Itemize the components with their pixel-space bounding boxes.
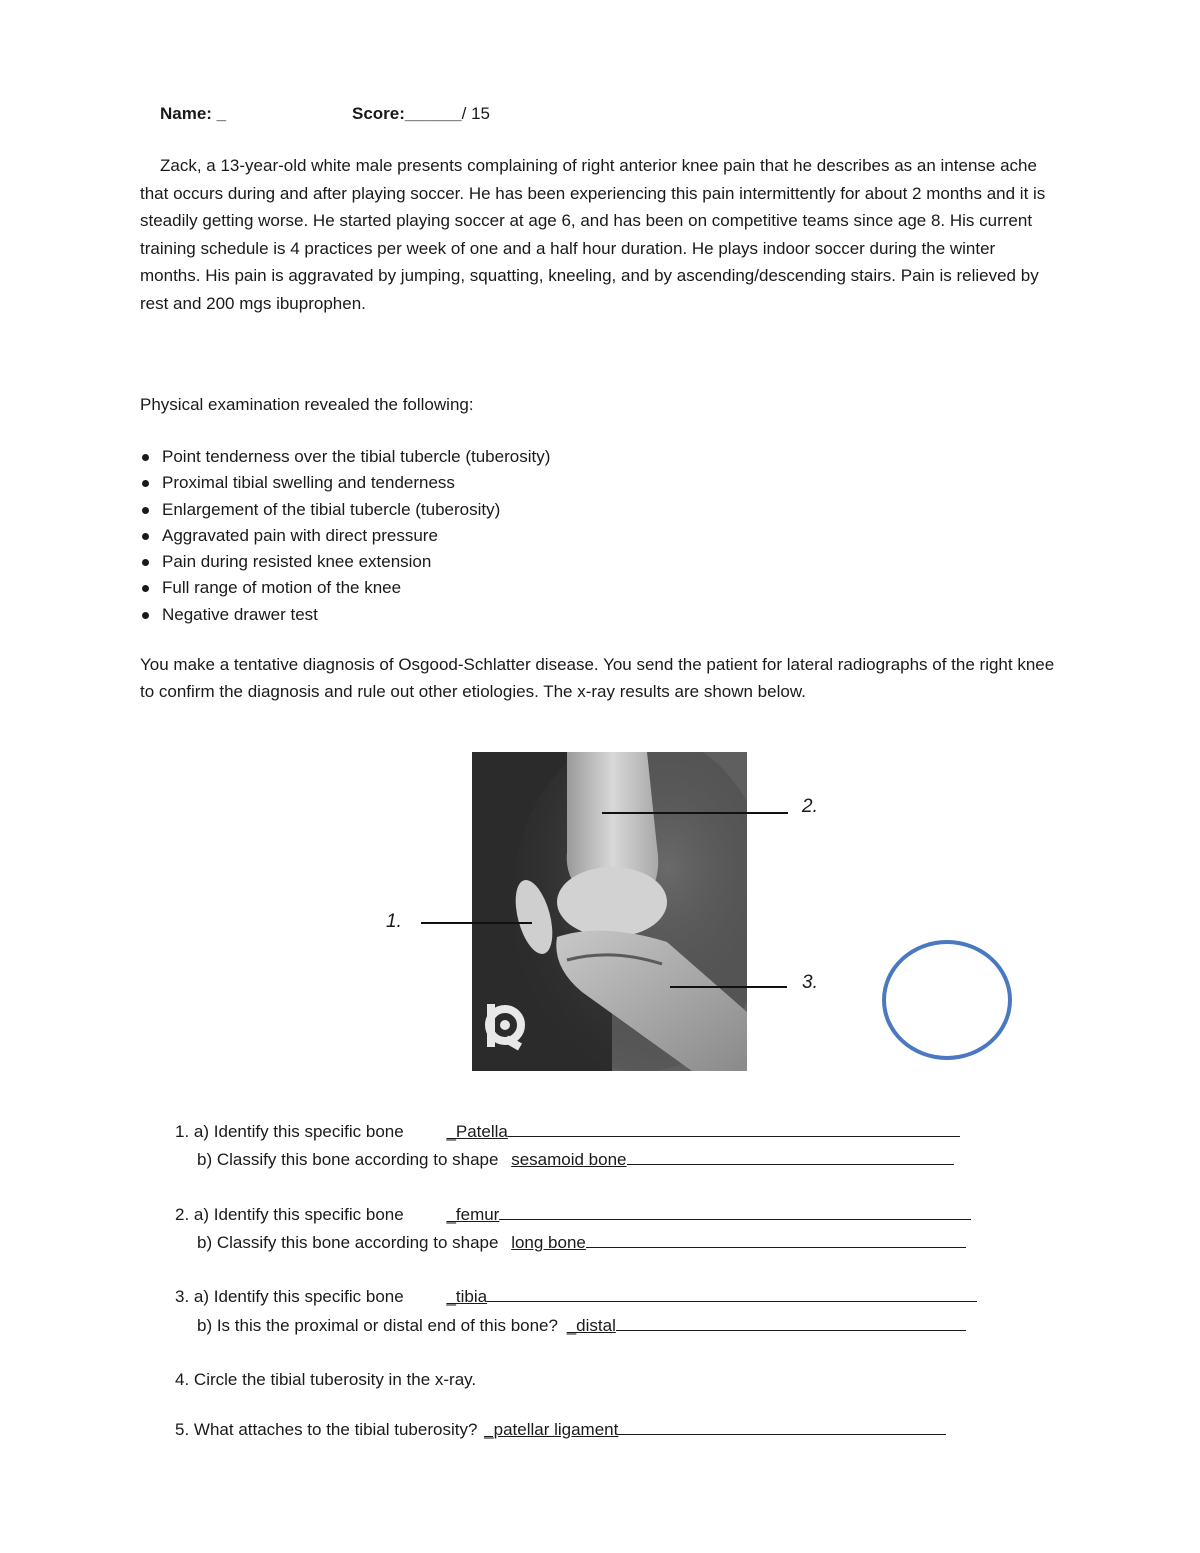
question-number: 1.	[175, 1122, 190, 1141]
question-number: 4.	[175, 1370, 190, 1389]
finding-item: Full range of motion of the knee	[140, 575, 550, 601]
pointer-line-3	[670, 986, 787, 988]
question-3a	[175, 1287, 977, 1307]
pointer-line-2	[602, 812, 788, 814]
question-5	[175, 1420, 946, 1440]
exam-findings-list	[140, 444, 550, 628]
finding-item: Proximal tibial swelling and tenderness	[140, 470, 550, 496]
finding-item: Enlargement of the tibial tubercle (tuberosity)	[140, 497, 550, 523]
question-number: 2.	[175, 1205, 190, 1224]
case-description: Zack, a 13-year-old white male presents complaining of right anterior knee pain that he describes as an intense ache that occurs during and after playing soccer. He has been experiencing this pain intermittently for about 2 months and it is steadily getting worse. He started playing soccer at age 6, and has been on competitive teams since age 8. His current training schedule is 4 practices per week of one and a half hour duration. He plays indoor soccer during the winter months. His pain is aggravated by jumping, squatting, kneeling, and by ascending/descending stairs. Pain is relieved by rest and 200 mgs ibuprophen.	[140, 156, 1046, 313]
question-prompt: a) Identify this specific bone	[193, 1122, 404, 1141]
question-3b	[197, 1316, 966, 1336]
question-1a	[175, 1122, 960, 1142]
score-total: / 15	[461, 104, 490, 123]
question-number: 5.	[175, 1420, 190, 1439]
finding-item: Point tenderness over the tibial tubercle (tuberosity)	[140, 444, 550, 470]
answer-text: _Patella	[446, 1122, 508, 1141]
score-field	[352, 104, 490, 124]
knee-xray-image	[472, 752, 747, 1071]
answer-text: _distal	[566, 1316, 616, 1335]
answer-text: sesamoid bone	[511, 1150, 627, 1169]
answer-text: _femur	[446, 1205, 500, 1224]
question-prompt: Circle the tibial tuberosity in the x-ray.	[193, 1370, 477, 1389]
question-4	[175, 1370, 476, 1390]
tibial-tuberosity-circle	[882, 940, 1012, 1060]
xray-label-1: 1.	[386, 911, 402, 932]
finding-item: Aggravated pain with direct pressure	[140, 523, 550, 549]
question-2a	[175, 1205, 971, 1225]
score-label: Score:______	[352, 104, 462, 123]
question-prompt: a) Identify this specific bone	[193, 1287, 404, 1306]
diagnosis-paragraph: You make a tentative diagnosis of Osgood-Schlatter disease. You send the patient for lateral radiographs of the right knee to confirm the diagnosis and rule out other etiologies. The x-ray results are shown below.	[140, 655, 1055, 701]
question-prompt: What attaches to the tibial tuberosity?	[193, 1420, 478, 1439]
question-1b	[197, 1150, 954, 1170]
xray-drawing	[472, 752, 747, 1071]
question-prompt: b) Classify this bone according to shape	[197, 1233, 499, 1252]
name-label: Name: _	[160, 104, 227, 123]
question-2b	[197, 1233, 966, 1253]
answer-text: long bone	[511, 1233, 586, 1252]
xray-label-2: 2.	[802, 796, 818, 817]
question-number: 3.	[175, 1287, 190, 1306]
answer-text: _patellar ligament	[484, 1420, 619, 1439]
worksheet-header	[160, 104, 490, 124]
femoral-condyle-shape	[557, 867, 667, 937]
question-prompt: b) Classify this bone according to shape	[197, 1150, 499, 1169]
answer-text: _tibia	[446, 1287, 488, 1306]
question-prompt: b) Is this the proximal or distal end of this bone?	[197, 1316, 558, 1335]
exam-heading: Physical examination revealed the following:	[140, 395, 474, 414]
pointer-line-1	[421, 922, 532, 924]
finding-item: Negative drawer test	[140, 602, 550, 628]
xray-label-3: 3.	[802, 972, 818, 993]
question-prompt: a) Identify this specific bone	[193, 1205, 404, 1224]
finding-item: Pain during resisted knee extension	[140, 549, 550, 575]
